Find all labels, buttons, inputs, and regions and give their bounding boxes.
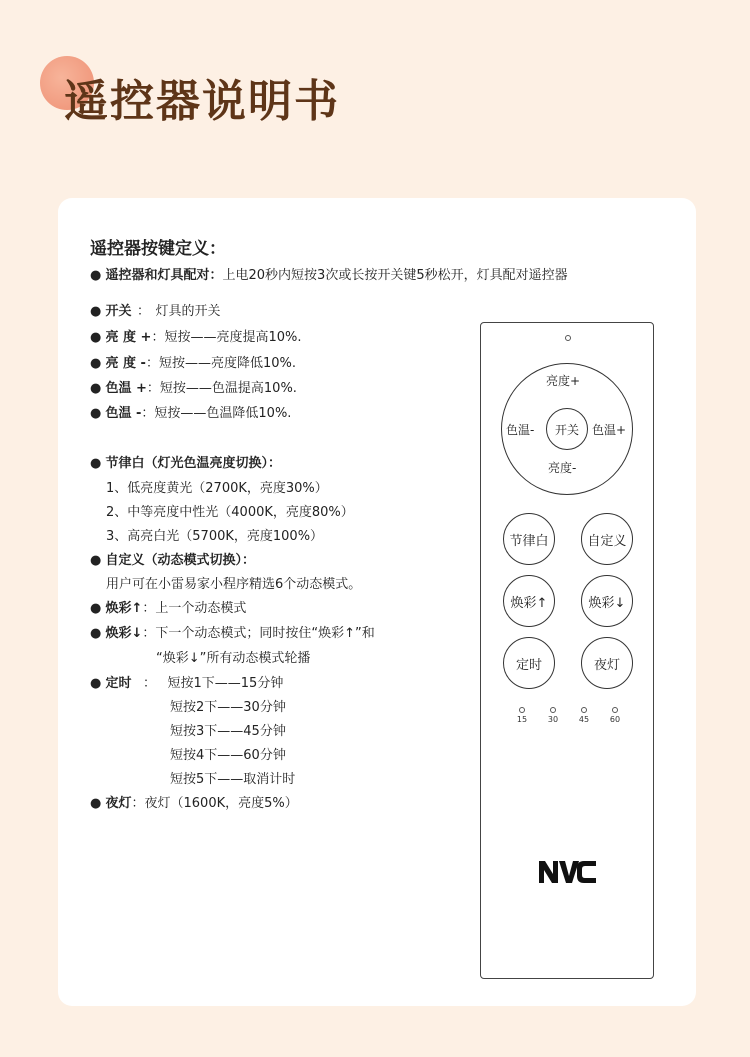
timer-item: 短按3下——45分钟 (170, 724, 286, 739)
remote-brightness-down-button: 亮度- (548, 461, 577, 475)
power-sep: ： (136, 304, 150, 319)
remote-color-down-button: 焕彩↓ (581, 575, 633, 627)
remote-rhythm-button: 节律白 (503, 513, 555, 565)
timer-line: ● 定时 ： 短按1下——15分钟 (90, 674, 283, 694)
timer-item: 短按1下——15分钟 (167, 676, 284, 691)
remote-brightness-up-button: 亮度+ (546, 374, 581, 388)
pairing-text: 上电20秒内短按3次或长按开关键5秒松开，灯具配对遥控器 (222, 268, 568, 283)
timer-led-30: 30 (540, 707, 566, 724)
color-down-label: 焕彩↓ (105, 626, 143, 641)
custom-label: 自定义（动态模式切换）： (105, 553, 255, 568)
timer-led-45: 45 (571, 707, 597, 724)
rhythm-item: 2、中等亮度中性光（4000K，亮度80%） (106, 505, 354, 520)
dpad-ring (501, 363, 633, 495)
color-down-text: ：下一个动态模式；同时按住“焕彩↑”和 (142, 626, 375, 641)
color-down-line: ● 焕彩↓：下一个动态模式；同时按住“焕彩↑”和 (90, 626, 375, 641)
remote-illustration (480, 322, 654, 979)
brightness-up-text: ：短按——亮度提高10%. (151, 330, 302, 345)
brightness-down-label: 亮 度 - (105, 356, 146, 371)
night-line: ● 夜灯：夜灯（1600K，亮度5%） (90, 796, 298, 811)
pairing-label: 遥控器和灯具配对： (105, 268, 223, 283)
brightness-up-line: ● 亮 度 +：短按——亮度提高10%. (90, 330, 302, 345)
timer-item: 短按5下——取消计时 (170, 772, 296, 787)
night-text: ：夜灯（1600K，亮度5%） (131, 796, 298, 811)
section-heading: 遥控器按键定义： (90, 239, 226, 259)
brightness-down-line: ● 亮 度 -：短按——亮度降低10%. (90, 356, 296, 371)
timer-item: 短按2下——30分钟 (170, 700, 286, 715)
indicator-light (565, 335, 571, 341)
rhythm-line: ● 节律白（灯光色温亮度切换）： (90, 456, 281, 471)
power-label: 开关 (105, 304, 132, 319)
remote-timer-button: 定时 (503, 637, 555, 689)
colortemp-down-line: ● 色温 -：短按——色温降低10%. (90, 406, 292, 421)
pairing-line: ● 遥控器和灯具配对：上电20秒内短按3次或长按开关键5秒松开，灯具配对遥控器 (90, 268, 568, 283)
timer-item: 短按4下——60分钟 (170, 748, 286, 763)
timer-label: 定时 (105, 676, 132, 691)
color-down-text2: “焕彩↓”所有动态模式轮播 (156, 651, 311, 666)
remote-color-up-button: 焕彩↑ (503, 575, 555, 627)
color-up-label: 焕彩↑ (105, 601, 143, 616)
page-title: 遥控器说明书 (64, 76, 340, 127)
colortemp-down-label: 色温 - (105, 406, 142, 421)
custom-line: ● 自定义（动态模式切换）： (90, 553, 255, 568)
instruction-card (58, 198, 696, 1006)
brightness-up-label: 亮 度 + (105, 330, 152, 345)
remote-colortemp-down-button: 色温- (506, 423, 535, 437)
power-text: 灯具的开关 (155, 304, 221, 319)
brightness-down-text: ：短按——亮度降低10%. (145, 356, 296, 371)
colortemp-up-label: 色温 + (105, 381, 147, 396)
color-up-text: ：上一个动态模式 (142, 601, 247, 616)
night-label: 夜灯 (105, 796, 132, 811)
remote-night-button: 夜灯 (581, 637, 633, 689)
remote-colortemp-up-button: 色温+ (592, 423, 627, 437)
rhythm-item: 3、高亮白光（5700K，亮度100%） (106, 529, 324, 544)
rhythm-item: 1、低亮度黄光（2700K，亮度30%） (106, 481, 328, 496)
colortemp-up-line: ● 色温 +：短按——色温提高10%. (90, 381, 297, 396)
power-line: ● 开关 ： 灯具的开关 (90, 302, 221, 322)
timer-sep: ： (142, 676, 156, 691)
timer-led-15: 15 (509, 707, 535, 724)
color-up-line: ● 焕彩↑：上一个动态模式 (90, 601, 247, 616)
rhythm-label: 节律白（灯光色温亮度切换）： (105, 456, 281, 471)
timer-led-60: 60 (602, 707, 628, 724)
nvc-logo (539, 859, 597, 885)
colortemp-down-text: ：短按——色温降低10%. (141, 406, 292, 421)
remote-custom-button: 自定义 (581, 513, 633, 565)
colortemp-up-text: ：短按——色温提高10%. (146, 381, 297, 396)
remote-power-button: 开关 (546, 408, 588, 450)
custom-text: 用户可在小雷易家小程序精选6个动态模式。 (106, 577, 362, 592)
